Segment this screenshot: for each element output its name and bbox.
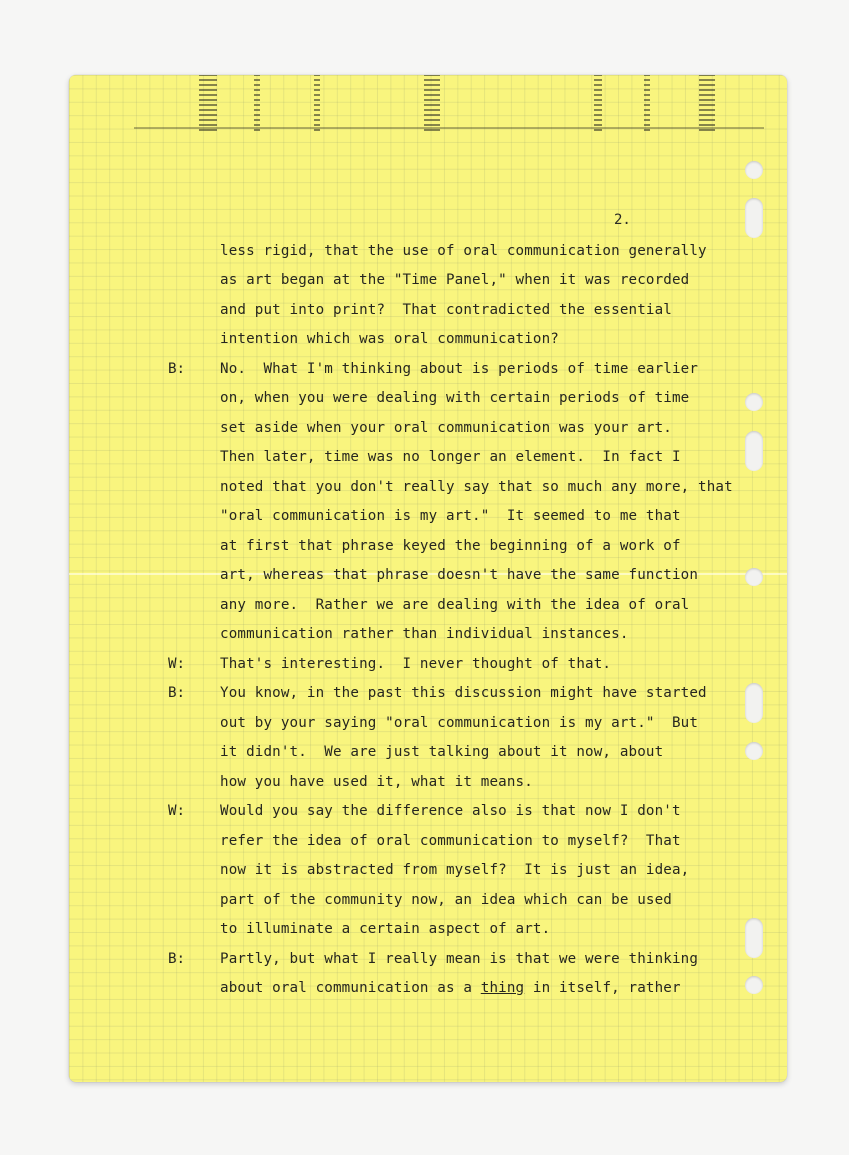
punch-hole bbox=[745, 976, 763, 994]
speaker-label: B: bbox=[168, 951, 186, 967]
text-line: refer the idea of oral communication to myself? That bbox=[220, 833, 681, 849]
text-line: part of the community now, an idea which can be used bbox=[220, 892, 672, 908]
text-line: "oral communication is my art." It seemed to me that bbox=[220, 508, 681, 524]
punch-hole bbox=[745, 568, 763, 586]
text-line: communication rather than individual instances. bbox=[220, 626, 629, 642]
text-line: No. What I'm thinking about is periods of time earlier bbox=[220, 361, 699, 377]
text-line: how you have used it, what it means. bbox=[220, 774, 533, 790]
photocopy-smudge bbox=[124, 75, 754, 133]
punch-hole bbox=[745, 742, 763, 760]
text-fragment: in itself, rather bbox=[524, 980, 681, 996]
underlined-word: thing bbox=[480, 980, 525, 996]
text-line: Then later, time was no longer an element. In fact I bbox=[220, 449, 681, 465]
text-line: on, when you were dealing with certain periods of time bbox=[220, 390, 690, 406]
text-line: intention which was oral communication? bbox=[220, 331, 559, 347]
text-line: any more. Rather we are dealing with the idea of oral bbox=[220, 597, 690, 613]
punch-hole bbox=[745, 393, 763, 411]
punch-hole bbox=[745, 918, 763, 958]
punch-hole bbox=[745, 198, 763, 238]
text-line: Would you say the difference also is that now I don't bbox=[220, 803, 681, 819]
text-line: You know, in the past this discussion might have started bbox=[220, 685, 707, 701]
page-number: 2. bbox=[614, 212, 631, 228]
speaker-label: B: bbox=[168, 685, 186, 701]
speaker-label: B: bbox=[168, 361, 186, 377]
text-line-last bbox=[220, 980, 681, 996]
text-line: Partly, but what I really mean is that we were thinking bbox=[220, 951, 699, 967]
text-line: out by your saying "oral communication is my art." But bbox=[220, 715, 699, 731]
text-line: noted that you don't really say that so much any more, that bbox=[220, 479, 733, 495]
speaker-label: W: bbox=[168, 803, 186, 819]
text-line: less rigid, that the use of oral communication generally bbox=[220, 243, 707, 259]
punch-hole bbox=[745, 161, 763, 179]
text-line: art, whereas that phrase doesn't have the same function bbox=[220, 567, 699, 583]
text-line: to illuminate a certain aspect of art. bbox=[220, 921, 551, 937]
text-line: set aside when your oral communication was your art. bbox=[220, 420, 672, 436]
text-line: and put into print? That contradicted the essential bbox=[220, 302, 672, 318]
text-line: as art began at the "Time Panel," when it was recorded bbox=[220, 272, 690, 288]
speaker-label: W: bbox=[168, 656, 186, 672]
punch-hole bbox=[745, 431, 763, 471]
text-line: now it is abstracted from myself? It is just an idea, bbox=[220, 862, 690, 878]
text-line: at first that phrase keyed the beginning of a work of bbox=[220, 538, 681, 554]
text-line: That's interesting. I never thought of that. bbox=[220, 656, 612, 672]
text-fragment: about oral communication as a bbox=[220, 980, 481, 996]
text-line: it didn't. We are just talking about it now, about bbox=[220, 744, 664, 760]
punch-hole bbox=[745, 683, 763, 723]
